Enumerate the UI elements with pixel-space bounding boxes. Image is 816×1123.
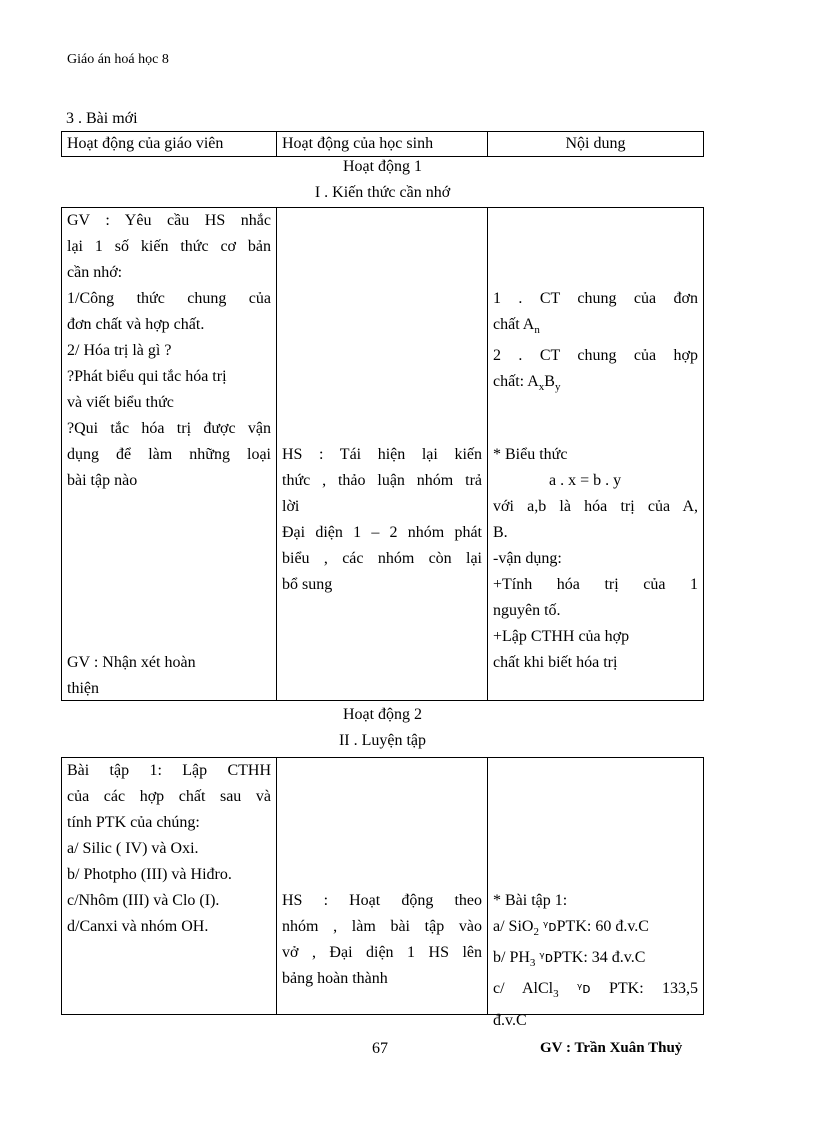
t1-nd-line: nguyên tố. [493,602,561,619]
t2-hs-line: HS : Hoạt động theo [282,892,482,909]
t1-content-cell [488,208,704,701]
t1-nd-line: +Lập CTHH của hợp [493,628,630,645]
activity2-subtitle: II . Luyện tập [338,732,427,749]
t1-nd-line: +Tính hóa trị của 1 [493,576,698,593]
arrow-symbol-icon: ᵞᴅ [542,919,557,935]
activity1-subtitle: I . Kiến thức cần nhớ [314,184,451,201]
t1-gv-end-line: thiện [67,680,99,697]
header-teacher: Hoạt động của giáo viên [62,132,277,157]
arrow-symbol-icon: ᵞᴅ [576,981,591,998]
table-header [61,131,704,157]
t1-gv-line: cần nhớ: [67,264,123,281]
t2-student-cell [277,758,488,1015]
t1-gv-line: 1/Công thức chung của [67,290,271,307]
activity1-table [61,207,704,701]
t2-nd-title: * Bài tập 1: [493,892,568,909]
t2-nd-line-c-end: đ.v.C [493,1011,527,1029]
arrow-symbol-icon: ᵞᴅ [539,950,554,967]
t1-hs-line: lời [282,498,300,515]
t2-hs-line: vở , Đại diện 1 HS lên [282,944,482,961]
t1-teacher-cell [62,208,277,701]
t1-gv-line: ?Phát biểu qui tắc hóa trị [67,368,227,385]
t1-nd-line: -vận dụng: [493,550,562,567]
t2-gv-line: của các hợp chất sau và [67,788,271,805]
t2-nd-line-b: b/ $PH_3$ ᵞᴅPTK: 34 đ.v.C [493,949,646,970]
t1-nd-line: chất khi biết hóa trị [493,654,618,671]
t2-content-cell [488,758,704,1029]
t1-gv-line: bài tập nào [67,472,138,489]
t2-nd-line-a: a/ SiO$_2$ ᵞᴅPTK: 60 đ.v.C [493,918,649,939]
t2-hs-line: nhóm , làm bài tập vào [282,918,482,935]
header-content: Nội dung [488,132,704,157]
t2-nd-line-c: c/ AlCl$_3$ ᵞᴅ PTK: 133,5 [493,980,699,1001]
activity1-title: Hoạt động 1 [342,158,423,175]
t1-nd-line: chất: $A_xB_y$ [493,373,561,394]
t2-gv-line: c/Nhôm (III) và Clo (I). [67,892,220,909]
header-student: Hoạt động của học sinh [277,132,488,157]
t1-gv-end-line: GV : Nhận xét hoàn [67,654,196,671]
section-title: 3 . Bài mới [66,110,138,127]
t1-gv-line: 2/ Hóa trị là gì ? [67,342,172,359]
t2-gv-line: tính PTK của chúng: [67,814,200,831]
page-number: 67 [372,1040,388,1057]
t1-nd-line: 2 . CT chung của hợp [493,347,698,365]
activity2-title: Hoạt động 2 [342,706,423,723]
t1-gv-line: ?Qui tắc hóa trị được vận [67,420,271,437]
t1-nd-line: 1 . CT chung của đơn [493,290,698,307]
t1-nd-line: * Biểu thức [493,446,568,463]
t1-hs-line: biểu , các nhóm còn lại [282,550,482,567]
t2-gv-line: b/ Photpho (III) và Hiđro. [67,866,232,883]
t1-gv-line: dụng để làm những loại [67,446,271,463]
t1-nd-line: chất $A_n$ [493,316,540,337]
t1-nd-line: với a,b là hóa trị của A, [493,498,698,515]
t1-hs-line: thức , thảo luận nhóm trả [282,472,482,489]
t1-gv-line: và viết biểu thức [67,394,174,411]
t2-gv-line: Bài tập 1: Lập CTHH [67,762,271,779]
t2-gv-line: d/Canxi và nhóm OH. [67,918,209,935]
t1-hs-line: bổ sung [282,576,333,593]
t2-hs-line: bảng hoàn thành [282,970,388,987]
t1-nd-line: B. [493,524,508,541]
t1-nd-line: a . x = b . y [549,472,622,489]
document-header: Giáo án hoá học 8 [67,52,169,67]
activity2-table [61,757,704,1029]
t2-gv-line: a/ Silic ( IV) và Oxi. [67,840,199,857]
author-credit: GV : Trần Xuân Thuỷ [540,1040,683,1056]
t1-gv-line: lại 1 số kiến thức cơ bản [67,238,271,255]
t2-teacher-cell [62,758,277,1015]
t1-student-cell [277,208,488,701]
t1-gv-line: đơn chất và hợp chất. [67,316,205,333]
t1-gv-line: GV : Yêu cầu HS nhắc [67,212,271,229]
t1-hs-line: HS : Tái hiện lại kiến [282,446,482,463]
t1-hs-line: Đại diện 1 – 2 nhóm phát [282,524,482,541]
